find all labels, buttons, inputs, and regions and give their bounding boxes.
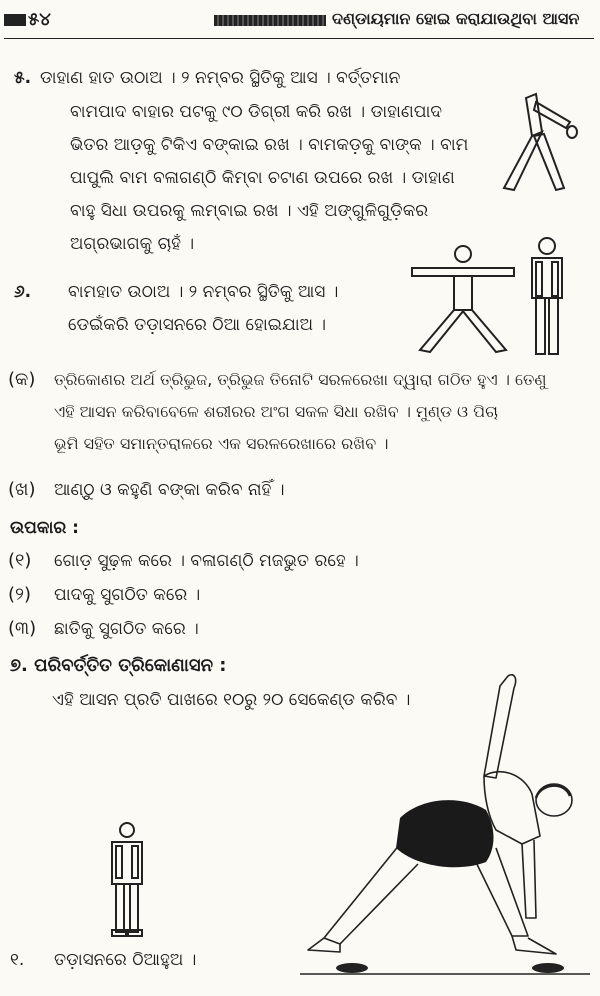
benefit-1-text: ଗୋଡ଼ ସୁଢ଼ଳ କରେ । ବଳାଗଣ୍ଠି ମଜଭୁତ ରହେ । [54,551,359,571]
step1-number: ୧. [10,950,25,970]
stick-figure-tadasana-icon [104,820,150,938]
benefit-3-text: ଛାତିକୁ ସୁଗଠିତ କରେ । [54,619,199,639]
stick-figure-arms-spread-icon [408,240,518,358]
section7-heading: ୭. ପରିବର୍ତ୍ତିତ ତ୍ରିକୋଣାସନ : [10,655,227,676]
note-kha-text: ଆଣ୍ଠୁ ଓ କହୁଣି ବଙ୍କା କରିବ ନାହିଁ । [54,480,285,500]
note-ka-line-3: ଭୂମି ସହିତ ସମାନ୍ତରାଳରେ ଏକ ସରଳରେଖାରେ ରଖିବ । [54,434,389,453]
step6-line-2: ଡେଇଁକରି ତଡ଼ାସନରେ ଠିଆ ହୋଇଯାଅ । [68,315,327,335]
step5-line-6: ଅଗ୍ରଭାଗକୁ ଚାହଁ । [70,234,195,254]
stick-figure-triangle-pose-icon [490,80,585,195]
benefits-heading: ଉପକାର : [10,518,79,538]
section7-text: ଏହି ଆସନ ପ୍ରତି ପାଖରେ ୧୦ରୁ ୨୦ ସେକେଣ୍ଡ କରିବ । [52,690,411,710]
header-mid-bar [214,15,326,26]
benefit-2-marker: (୨) [8,584,32,605]
note-ka-line-2: ଏହି ଆସନ କରିବାବେଳେ ଶରୀରର ଅଂଗ ସକଳ ସିଧା ରଖିବ । ମୁଣ୍ଡ ଓ ପିଚା [54,402,498,421]
step5-line-5: ବାହୁ ସିଧା ଉପରକୁ ଲମ୍ବାଇ ରଖ । ଏହି ଅଙ୍ଗୁଳିଗୁଡ଼ିକର [70,201,429,221]
step1-text: ତଡ଼ାସନରେ ଠିଆହୁଅ । [54,950,197,970]
page-header-title: ଦଣ୍ଡାୟମାନ ହୋଇ କରାଯାଉଥିବା ଆସନ [332,9,580,28]
note-ka-marker: (କ) [8,369,36,390]
step6-number: ୬. [14,282,32,302]
step5-line-4: ପାପୁଲି ବାମ ବଳାଗଣ୍ଠି କିମ୍ବା ଚଟାଣ ଉପରେ ରଖ । ଡାହାଣ [70,168,455,188]
step6-line-1: ବାମହାତ ଉଠାଅ । ୨ ନମ୍ବର ସ୍ଥିତିକୁ ଆସ । [68,282,339,302]
step5-line-1: ଡାହାଣ ହାତ ଉଠାଅ । ୨ ନମ୍ବର ସ୍ଥିତିକୁ ଆସ । ବର୍ତ୍ତମାନ [40,68,401,88]
benefit-1-marker: (୧) [8,550,32,571]
benefit-2-text: ପାଦକୁ ସୁଗଠିତ କରେ । [54,585,201,605]
person-revolved-triangle-pose-icon [300,668,590,988]
page-number: ୫୪ [28,9,51,30]
stick-figure-standing-icon [524,236,570,358]
note-ka-line-1: ତ୍ରିକୋଣର ଅର୍ଥ ତ୍ରିଭୁଜ, ତ୍ରିଭୁଜ ତିନୋଟି ସରଳରେଖା ଦ୍ୱାରା ଗଠିତ ହୁଏ । ତେଣୁ [54,370,547,389]
benefit-3-marker: (୩) [8,618,37,639]
step5-line-2: ବାମପାଦ ବାହାର ପଟକୁ ୯୦ ଡିଗ୍ରୀ କରି ରଖ । ଡାହାଣପାଦ [70,102,443,122]
step5-number: ୫. [14,68,32,88]
header-rule [4,38,594,39]
header-left-bar [4,14,26,26]
page-header [0,0,600,40]
step5-line-3: ଭିତର ଆଡ଼କୁ ଟିକିଏ ବଙ୍କାଇ ରଖ । ବାମକଡ଼କୁ ବାଙ୍କ । ବାମ [70,135,469,155]
note-kha-marker: (ଖ) [8,479,36,500]
